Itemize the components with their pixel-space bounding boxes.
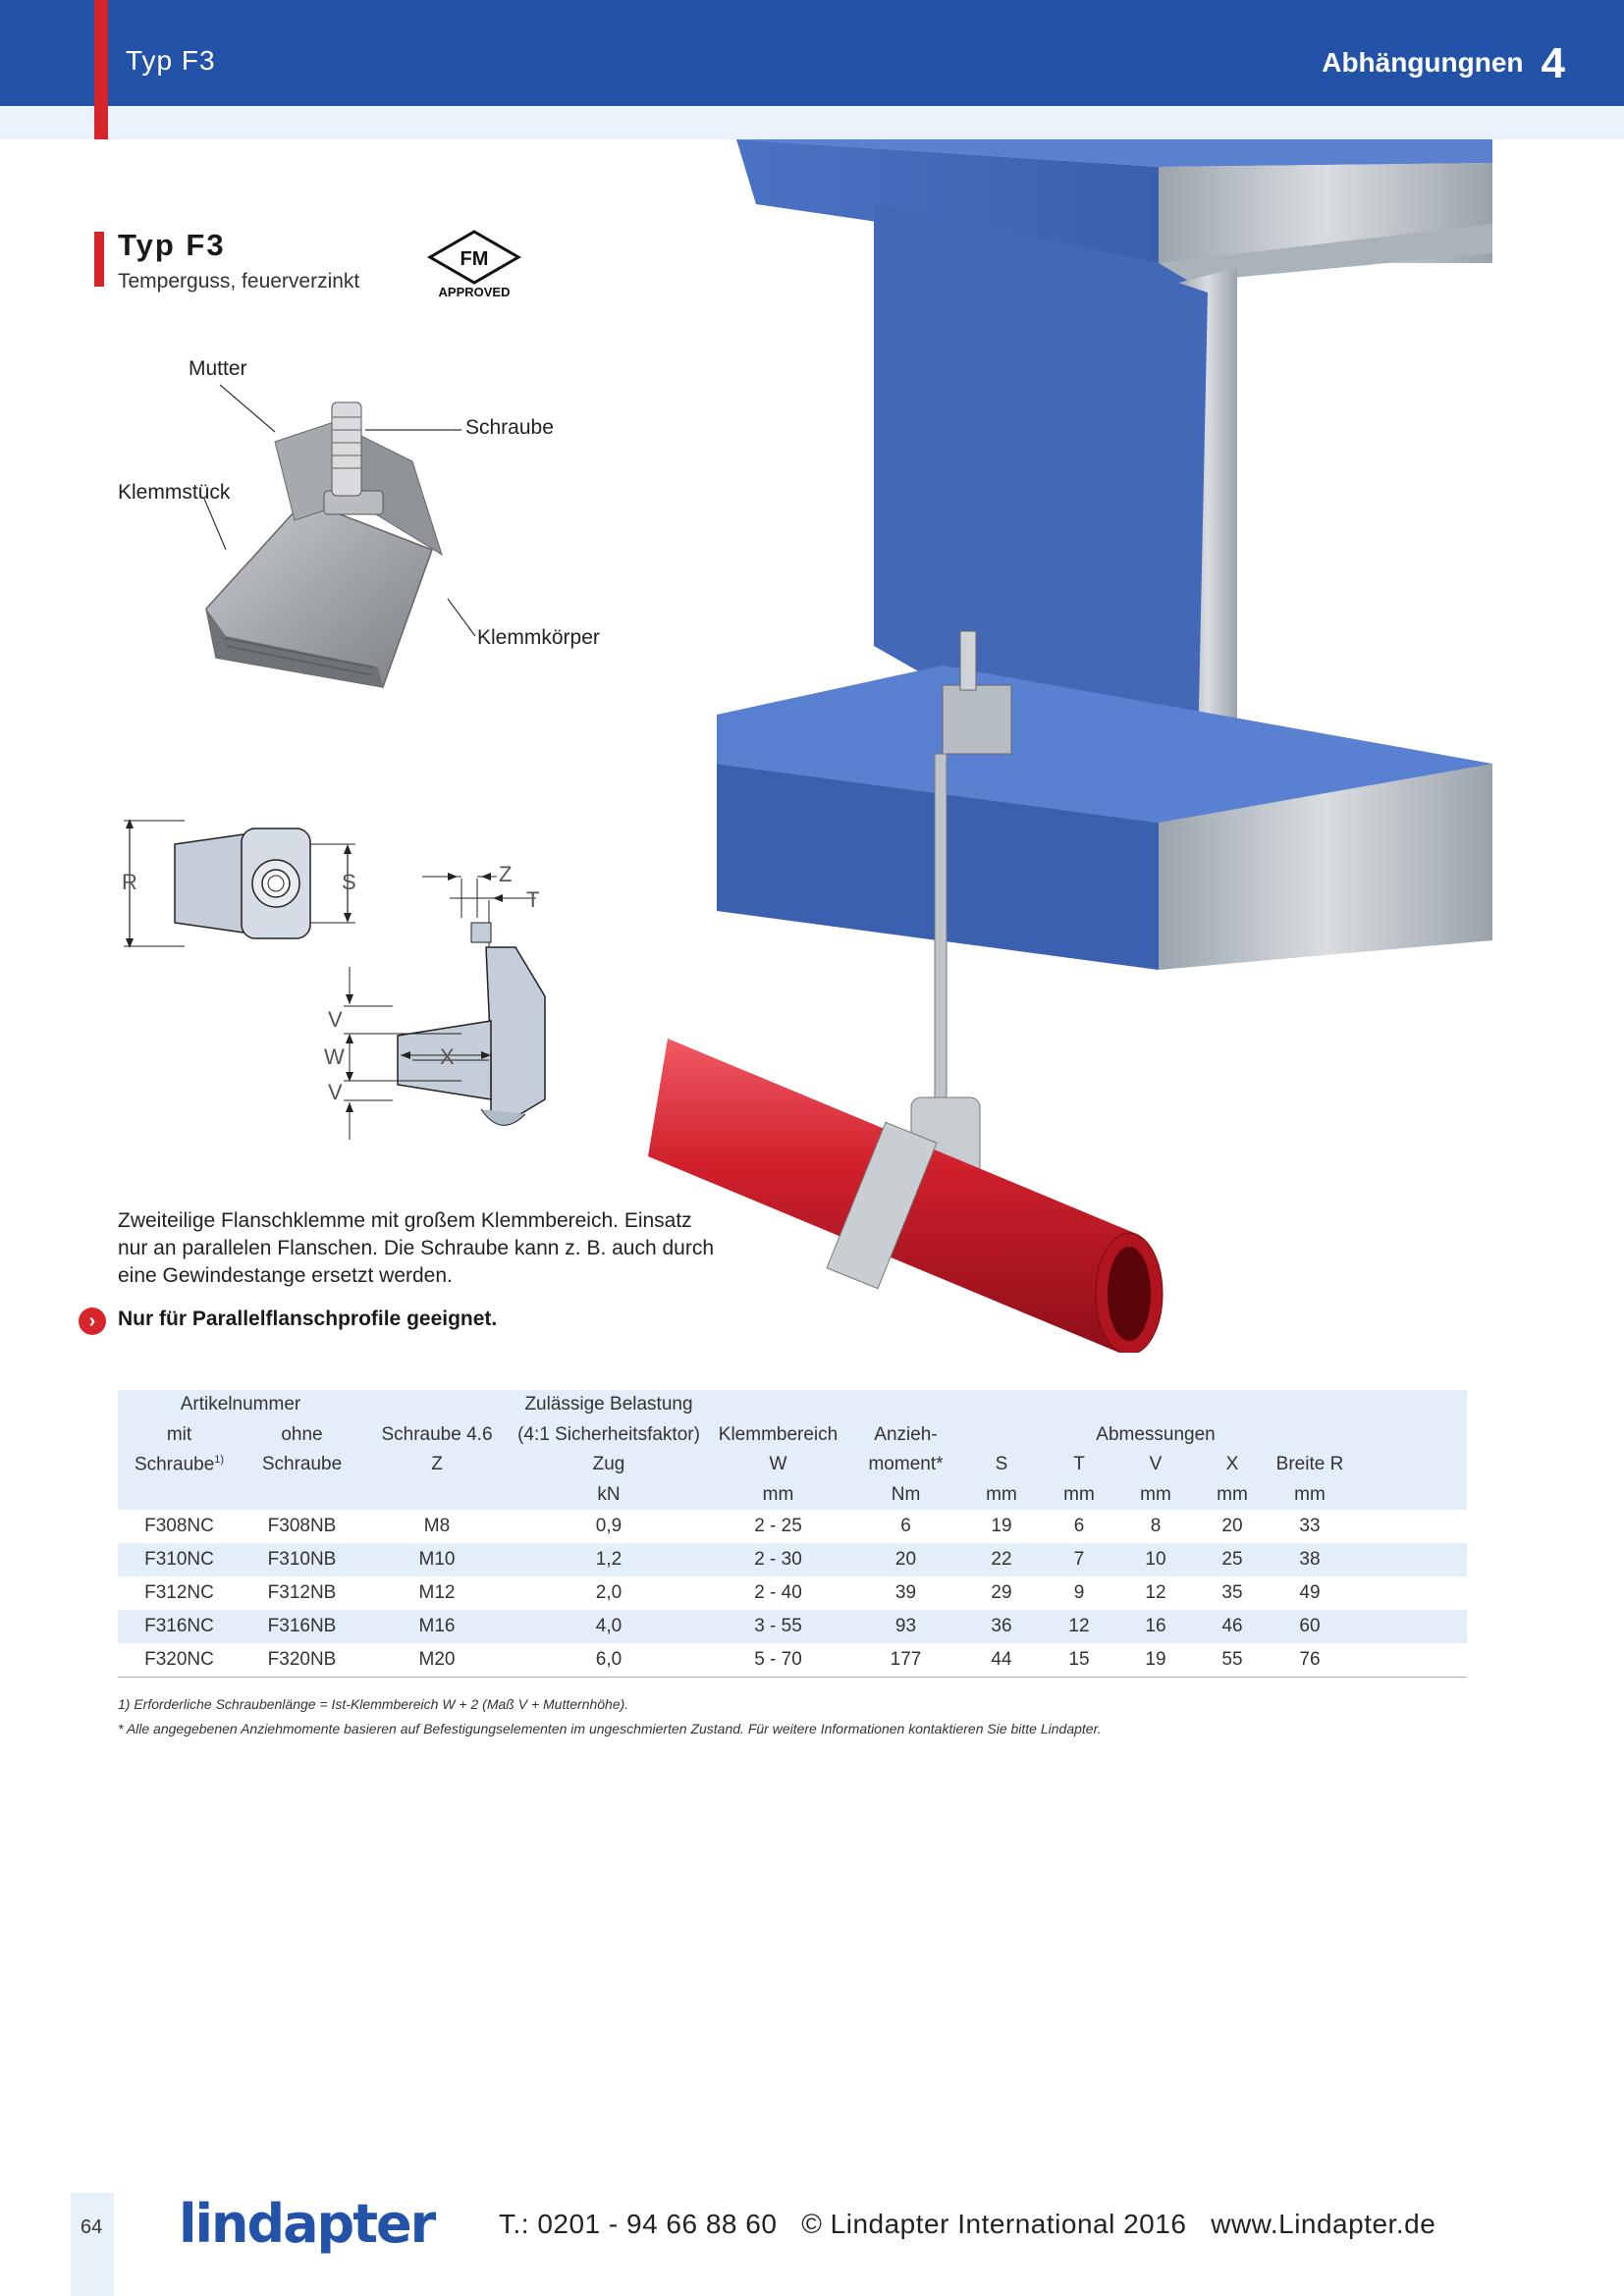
th-schraube-ohne: Schraube [241,1450,363,1480]
footnote-1: 1) Erforderliche Schraubenlänge = Ist-Klemmbereich W + 2 (Maß V + Mutternhöhe). [118,1696,629,1712]
th-abmessungen: Abmessungen [962,1420,1349,1451]
unit-nm: Nm [849,1480,962,1511]
label-klemmstueck: Klemmstück [118,481,231,504]
table-cell: 25 [1194,1543,1271,1576]
th-mit: mit [118,1420,241,1451]
table-cell: 5 - 70 [707,1643,849,1678]
th-r: Breite R [1271,1450,1349,1480]
table-cell: 93 [849,1610,962,1643]
table-cell: 38 [1271,1543,1349,1576]
table-cell: 7 [1041,1543,1117,1576]
footer-contact: T.: 0201 - 94 66 88 60 © Lindapter International 2016 www.Lindapter.de [499,2209,1436,2239]
table-cell: F308NC [144,1516,214,1536]
spec-table [118,1390,1467,1678]
header-left-title: Typ F3 [126,45,216,76]
th-z: Z [363,1450,511,1480]
table-cell: M8 [423,1516,451,1536]
th-ohne: ohne [241,1420,363,1451]
unit-mm: mm [1041,1480,1117,1511]
logo-wordmark: lindapter [179,2193,435,2255]
product-subtitle: Temperguss, feuerverzinkt [118,270,360,293]
label-schraube: Schraube [465,416,554,439]
dim-label-s: S [342,870,356,894]
table-cell: 0,9 [595,1516,623,1536]
unit-mm: mm [1117,1480,1194,1511]
badge-approved-text: APPROVED [438,285,511,298]
dim-label-w: W [324,1044,345,1069]
table-cell-pad [1349,1543,1467,1576]
table-cell: F312NB [267,1582,337,1603]
label-mutter: Mutter [189,357,247,380]
dim-label-z: Z [499,862,513,886]
product-description: Zweiteilige Flanschklemme mit großem Klemmbereich. Einsatz nur an parallelen Flanschen. Die Schraube kann z. B. auch durch eine Gewindestange ersetzt werden. [118,1209,715,1287]
unit-mm: mm [707,1480,849,1511]
table-row [118,1643,1467,1678]
table-row [118,1510,1467,1543]
th-v: V [1117,1450,1194,1480]
table-cell: 20 [1221,1516,1243,1536]
th-s: S [962,1450,1041,1480]
unit-mm: mm [1271,1480,1349,1511]
table-cell: 39 [894,1582,917,1603]
th-t: T [1041,1450,1117,1480]
table-cell: 44 [962,1643,1041,1678]
table-cell: 33 [1299,1516,1321,1536]
th-moment: moment* [849,1450,962,1480]
table-cell-pad [1349,1643,1467,1678]
th-sicherheit: (4:1 Sicherheitsfaktor) [511,1420,707,1451]
table-cell: M20 [363,1643,511,1678]
table-cell: 12 [1145,1582,1166,1603]
label-leader-lines [0,0,609,667]
table-cell: 2 - 25 [754,1516,802,1536]
table-cell: F308NB [267,1516,337,1536]
label-klemmkoerper: Klemmkörper [477,626,600,649]
table-cell: 55 [1194,1643,1271,1678]
table-cell: F312NC [144,1582,214,1603]
unit-mm: mm [1194,1480,1271,1511]
table-cell: F316NC [118,1610,241,1643]
table-cell: 2 - 30 [707,1543,849,1576]
dim-label-v-bottom: V [328,1080,343,1104]
usage-note: Nur für Parallelflanschprofile geeignet. [118,1308,498,1330]
th-artikelnummer: Artikelnummer [118,1390,363,1420]
unit-mm: mm [962,1480,1041,1511]
table-cell: 3 - 55 [707,1610,849,1643]
table-cell: 16 [1117,1610,1194,1643]
table-cell: 35 [1221,1582,1243,1603]
th-w: W [707,1450,849,1480]
table-cell: 19 [1117,1643,1194,1678]
table-cell: 46 [1194,1610,1271,1643]
table-cell: 9 [1073,1582,1085,1603]
table-cell: 4,0 [511,1610,707,1643]
th-anzieh: Anzieh- [849,1420,962,1451]
badge-fm-text: FM [460,248,489,270]
table-row [118,1576,1467,1610]
th-x: X [1194,1450,1271,1480]
table-cell: 1,2 [511,1543,707,1576]
page-number-tab [71,2193,114,2296]
dim-label-x: X [440,1044,455,1069]
table-cell: 2 - 40 [754,1582,802,1603]
dimension-drawing-top-view [116,815,371,952]
dimension-drawing-side-view [344,859,599,1144]
table-row [118,1610,1467,1643]
table-cell-pad [1349,1576,1467,1610]
table-cell: 49 [1299,1582,1321,1603]
table-units-row [118,1480,1467,1511]
section-title: Abhängungnen [1322,47,1524,78]
table-cell: 22 [962,1543,1041,1576]
table-cell-pad [1349,1510,1467,1543]
chevron-right-icon: › [79,1308,106,1335]
th-klemmbereich: Klemmbereich [707,1420,849,1451]
table-cell: 36 [962,1610,1041,1643]
table-header-row [118,1420,1467,1451]
table-cell: M12 [418,1582,456,1603]
table-cell-pad [1349,1610,1467,1643]
spec-table-body [118,1510,1467,1678]
table-cell: 6,0 [511,1643,707,1678]
table-cell: 60 [1271,1610,1349,1643]
table-cell: 15 [1041,1643,1117,1678]
table-cell: 29 [991,1582,1012,1603]
th-schraube46: Schraube 4.6 [363,1420,511,1451]
dim-label-v-top: V [328,1007,343,1032]
table-row [118,1543,1467,1576]
table-cell: 8 [1150,1516,1162,1536]
beam-pipe-illustration [648,135,1624,1353]
dim-label-t: T [526,887,540,912]
table-cell: 19 [991,1516,1012,1536]
table-cell: F320NC [118,1643,241,1678]
product-title: Typ F3 [118,228,226,262]
chapter-number: 4 [1541,39,1565,87]
table-cell: 12 [1041,1610,1117,1643]
table-cell: 6 [900,1516,911,1536]
table-header-row [118,1450,1467,1480]
table-cell: 2,0 [595,1582,623,1603]
th-schraube-mit: Schraube$^{1)}$ [118,1450,241,1480]
table-cell: F316NB [241,1610,363,1643]
header-right-title [1322,39,1565,88]
table-cell: M16 [363,1610,511,1643]
th-zug: Zug [511,1450,707,1480]
table-header-row [118,1390,1467,1420]
table-cell: F310NB [241,1543,363,1576]
table-cell: 177 [849,1643,962,1678]
unit-kn: kN [511,1480,707,1511]
footnote-2: * Alle angegebenen Anziehmomente basieren auf Befestigungselementen im ungeschmierten Zustand. Für weitere Informationen kontaktieren Sie bitte Lindapter. [118,1721,1102,1736]
table-cell: 6 [1073,1516,1085,1536]
lindapter-logo [175,2191,469,2260]
table-cell: F320NB [241,1643,363,1678]
table-cell: F310NC [118,1543,241,1576]
table-cell: M10 [363,1543,511,1576]
table-cell: 10 [1117,1543,1194,1576]
page-number: 64 [81,2216,103,2238]
table-cell: 20 [849,1543,962,1576]
footnote-ref: 1) [214,1454,225,1467]
th-belastung: Zulässige Belastung [511,1390,707,1420]
table-cell: 76 [1271,1643,1349,1678]
dim-label-r: R [122,870,137,894]
